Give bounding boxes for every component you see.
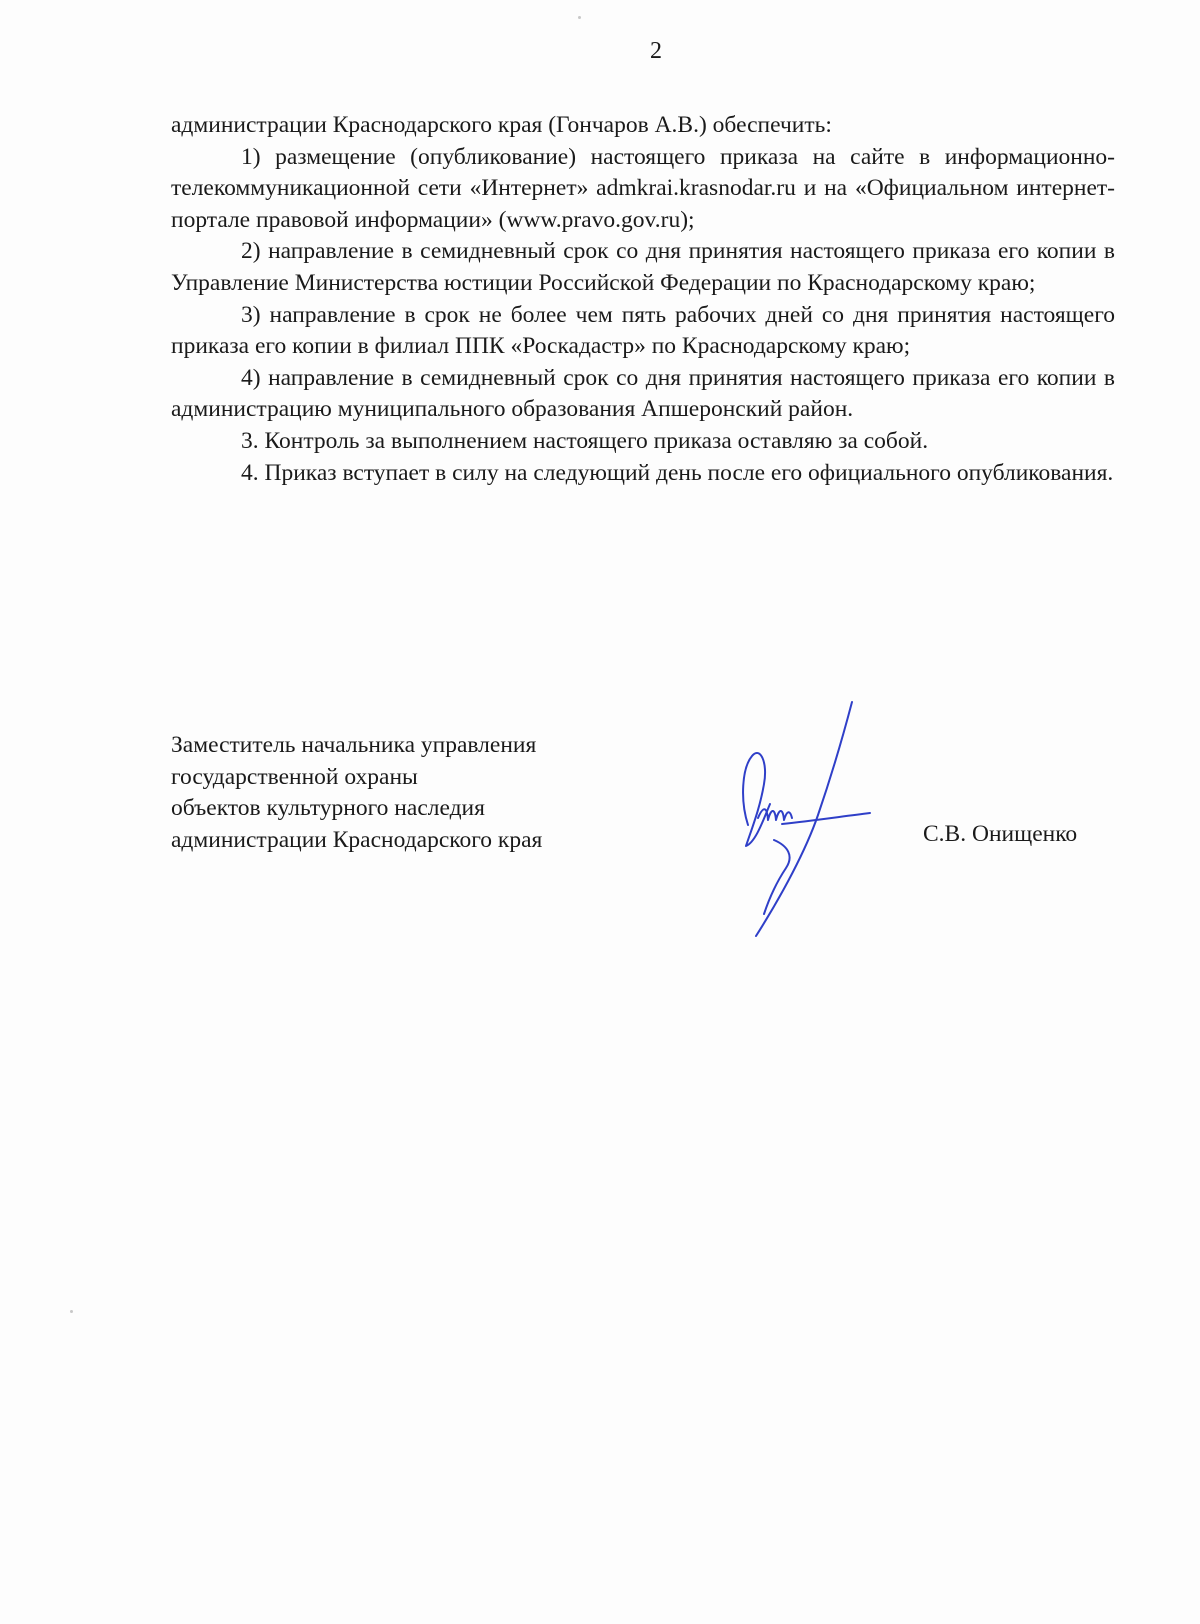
signer-name: С.В. Онищенко bbox=[923, 821, 1078, 847]
scan-speck bbox=[70, 1310, 73, 1313]
document-body bbox=[171, 110, 1115, 489]
page-number: 2 bbox=[650, 38, 662, 64]
signer-position bbox=[171, 730, 641, 856]
paragraph-intro: администрации Краснодарского края (Гончаров А.В.) обеспечить: bbox=[171, 112, 832, 138]
signer-position-line: Заместитель начальника управления bbox=[171, 732, 537, 758]
signer-position-line: объектов культурного наследия bbox=[171, 795, 485, 821]
paragraph-item-2: 2) направление в семидневный срок со дня принятия настоящего приказа его копии в Управление Министерства юстиции Российской Федерации по Краснодарскому краю; bbox=[171, 238, 1115, 296]
paragraph-item-4: 4) направление в семидневный срок со дня принятия настоящего приказа его копии в администрацию муниципального образования Апшеронский район. bbox=[171, 364, 1115, 423]
paragraph-item-1: 1) размещение (опубликование) настоящего приказа на сайте в информационно-телекоммуникационной сети «Интернет» admkrai.krasnodar.ru и на «Официальном интернет-портале правовой информации» (www.pravo.gov.ru); bbox=[171, 143, 1115, 233]
paragraph-effective-date: 4. Приказ вступает в силу на следующий день после его официального опубликования. bbox=[241, 459, 1114, 486]
paragraph-control-clause: 3. Контроль за выполнением настоящего приказа оставляю за собой. bbox=[241, 427, 929, 454]
signer-position-line: администрации Краснодарского края bbox=[171, 826, 543, 853]
handwritten-signature bbox=[730, 700, 880, 940]
paragraph-item-3: 3) направление в срок не более чем пять рабочих дней со дня принятия настоящего приказа его копии в филиал ППК «Роскадастр» по Краснодарскому краю; bbox=[171, 301, 1115, 360]
signer-position-line: государственной охраны bbox=[171, 763, 418, 790]
scan-speck bbox=[578, 16, 581, 19]
